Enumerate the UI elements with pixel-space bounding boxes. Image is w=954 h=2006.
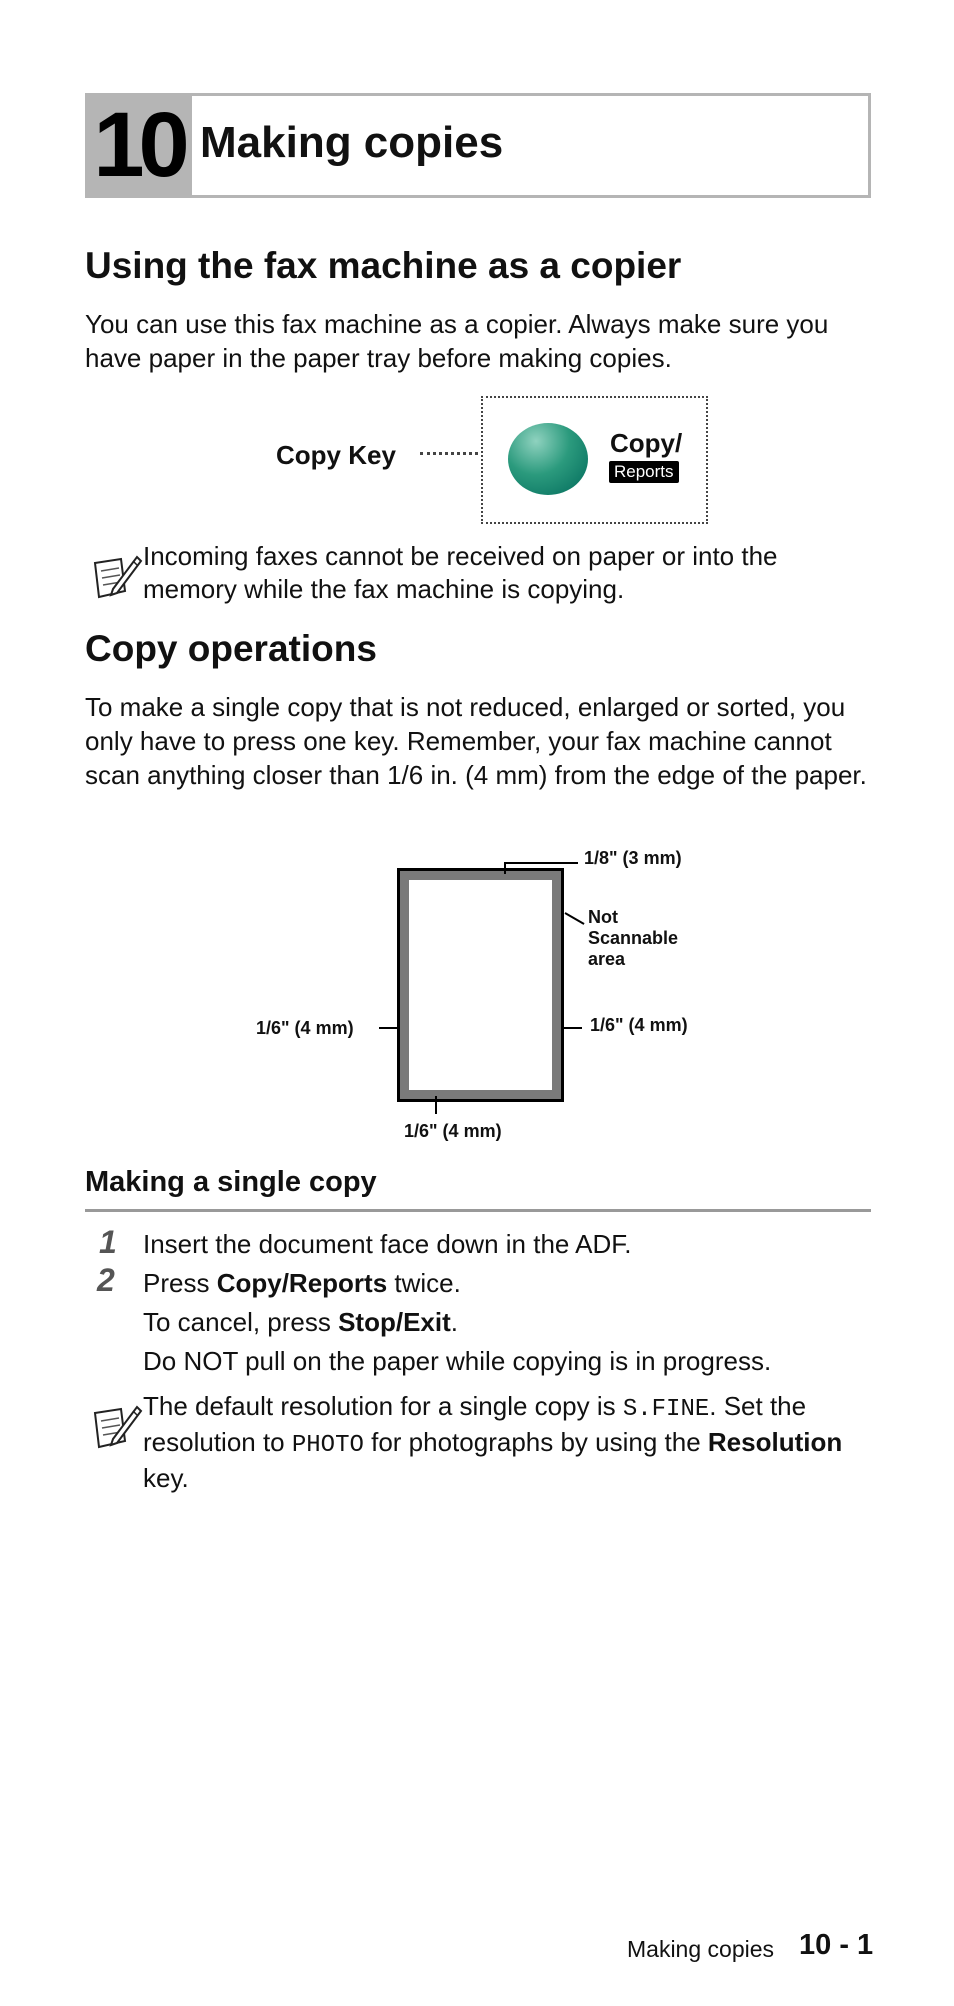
footer-chapter-label: Making copies — [627, 1936, 775, 1962]
note-default-resolution — [143, 1390, 878, 1495]
cancel-instruction — [143, 1306, 458, 1339]
chapter-number: 10 — [85, 93, 192, 198]
dimension-label-right: 1/6" (4 mm) — [590, 1015, 688, 1035]
copy-key-label: Copy Key — [276, 440, 396, 470]
section-heading-copy-operations: Copy operations — [85, 628, 377, 669]
section-paragraph-copy-operations: To make a single copy that is not reduced, enlarged or sorted, you only have to press one key. Remember, your fax machine cannot scan anything closer than 1/6 in. (4 mm) from the edge of the paper. — [85, 692, 867, 790]
not-scannable-label-line2: Scannable — [588, 928, 679, 948]
note-incoming-faxes: Incoming faxes cannot be received on paper or into the memory while the fax machine is copying. — [143, 541, 778, 604]
not-scannable-label-line1: Not — [588, 907, 618, 927]
note2-part2: . Set the resolution to — [143, 1391, 807, 1457]
page-number: 10 - 1 — [799, 1929, 874, 1961]
cancel-post: . — [450, 1307, 458, 1337]
step-number-1: 1 — [99, 1224, 117, 1260]
dimension-label-bottom: 1/6" (4 mm) — [404, 1121, 502, 1141]
dimension-label-top: 1/8" (3 mm) — [584, 848, 682, 868]
dimension-line-right — [564, 1027, 582, 1029]
reports-badge: Reports — [609, 461, 679, 483]
subheading-single-copy: Making a single copy — [85, 1166, 377, 1198]
step-text-1: Insert the document face down in the ADF. — [143, 1229, 632, 1259]
dimension-line-left — [379, 1027, 397, 1029]
dimension-label-left: 1/6" (4 mm) — [256, 1018, 354, 1038]
section-paragraph-copier: You can use this fax machine as a copier. Always make sure you have paper in the paper tray before making copies. — [85, 309, 829, 373]
warning-text: Do NOT pull on the paper while copying is in progress. — [143, 1346, 772, 1376]
leader-line — [420, 452, 478, 455]
dimension-line-bottom — [435, 1096, 437, 1114]
copy-key-text: Copy/ — [610, 428, 683, 458]
note-pencil-icon — [91, 553, 143, 606]
scannable-area — [409, 880, 552, 1090]
copy-reports-key-icon — [508, 423, 588, 495]
dimension-line-top — [504, 862, 578, 864]
step2-key: Copy/Reports — [216, 1268, 388, 1298]
cancel-key: Stop/Exit — [338, 1307, 451, 1337]
note2-part4: key. — [143, 1463, 189, 1493]
note2-part1: The default resolution for a single copy is — [143, 1391, 623, 1421]
pointer-not-scannable — [565, 912, 585, 925]
resolution-key: Resolution — [707, 1427, 843, 1457]
step-number-2: 2 — [97, 1262, 115, 1298]
cancel-pre: To cancel, press — [143, 1307, 339, 1337]
section-heading-copier: Using the fax machine as a copier — [85, 245, 682, 286]
note-pencil-icon — [91, 1403, 143, 1456]
resolution-code-photo: PHOTO — [291, 1432, 364, 1459]
dimension-tick-top — [504, 862, 506, 874]
not-scannable-label-line3: area — [588, 949, 626, 969]
note2-part3: for photographs by using the — [363, 1427, 708, 1457]
resolution-code-sfine: S.FINE — [622, 1396, 710, 1423]
step2-pre: Press — [143, 1268, 217, 1298]
step2-post: twice. — [387, 1268, 461, 1298]
heading-rule — [85, 1209, 871, 1212]
chapter-title: Making copies — [200, 118, 504, 167]
step-text-2 — [143, 1267, 461, 1300]
